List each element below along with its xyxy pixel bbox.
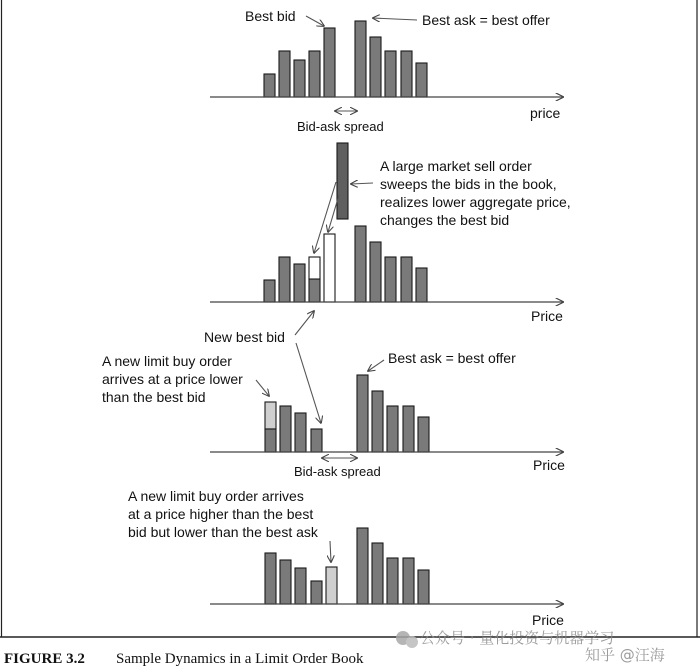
bar	[295, 568, 306, 604]
note-line: sweeps the bids in the book,	[380, 176, 557, 192]
bar	[355, 21, 366, 97]
watermark-text: 公众号 · 量化投资与机器学习	[420, 629, 615, 647]
panel-2	[210, 143, 575, 324]
bar	[294, 264, 305, 302]
note-line: realizes lower aggregate price,	[380, 194, 571, 210]
market-sell-note	[380, 158, 575, 228]
note-arrow	[330, 541, 331, 562]
market-sell-order-bar	[337, 143, 348, 219]
bar	[372, 543, 383, 604]
bar	[295, 413, 306, 452]
lower-limit-buy-note	[102, 353, 247, 405]
best-bid-arrow	[306, 16, 324, 26]
bar	[387, 558, 398, 604]
bar	[418, 417, 429, 452]
watermark	[396, 629, 665, 664]
bar	[385, 51, 396, 97]
watermark-text: 知乎 @汪海	[585, 646, 665, 664]
bar	[311, 581, 322, 604]
note-line: A large market sell order	[380, 158, 532, 174]
bar	[387, 406, 398, 452]
new-best-bid-label: New best bid	[204, 329, 285, 345]
new-best-bid-arrow-down	[296, 343, 321, 423]
bar	[264, 74, 275, 97]
bar	[403, 406, 414, 452]
best-ask-label: Best ask = best offer	[388, 350, 516, 366]
note-arrow	[256, 380, 269, 396]
bar	[264, 280, 275, 302]
bar	[416, 63, 427, 97]
bar	[279, 51, 290, 97]
bar	[294, 60, 305, 97]
note-line: A new limit buy order arrives	[128, 488, 304, 504]
bar	[309, 51, 320, 97]
bar	[355, 226, 366, 302]
bar	[279, 257, 290, 302]
bar	[309, 279, 320, 302]
bar	[401, 51, 412, 97]
figure-title: Sample Dynamics in a Limit Order Book	[116, 651, 364, 667]
bar	[372, 391, 383, 452]
panel-1	[210, 8, 563, 134]
swept-bar	[309, 257, 320, 279]
bar	[416, 268, 427, 302]
note-line: changes the best bid	[380, 212, 510, 228]
bar	[280, 560, 291, 604]
new-best-bid-arrow-up	[295, 311, 314, 335]
note-arrow	[351, 183, 373, 184]
axis-label: Price	[532, 612, 564, 628]
note-line: bid but lower than the best ask	[128, 524, 318, 540]
bar	[311, 429, 322, 452]
spread-label: Bid-ask spread	[297, 119, 384, 134]
bar	[280, 406, 291, 452]
note-line: arrives at a price lower	[102, 371, 243, 387]
axis-label: Price	[533, 457, 565, 473]
note-line: at a price higher than the best	[128, 506, 314, 522]
higher-limit-buy-note	[128, 488, 319, 540]
panel-4	[128, 488, 564, 628]
axis-label: Price	[531, 308, 563, 324]
best-ask-label: Best ask = best offer	[422, 12, 550, 28]
new-limit-buy-bar	[326, 567, 337, 604]
bar	[357, 375, 368, 452]
bar	[265, 429, 276, 452]
note-line: A new limit buy order	[102, 353, 232, 369]
caption	[4, 651, 364, 667]
panel-3	[102, 311, 565, 479]
bar	[403, 558, 414, 604]
swept-bar	[324, 234, 335, 302]
best-ask-arrow	[373, 18, 417, 20]
figure-number: FIGURE 3.2	[4, 651, 85, 667]
spread-label: Bid-ask spread	[294, 464, 381, 479]
bar	[418, 570, 429, 604]
note-line: than the best bid	[102, 389, 206, 405]
bar	[385, 257, 396, 302]
wechat-icon	[406, 636, 418, 648]
bar	[324, 28, 335, 97]
best-ask-arrow	[368, 360, 384, 371]
bar	[357, 528, 368, 604]
bar	[265, 553, 276, 604]
axis-label: price	[530, 105, 561, 121]
best-bid-label: Best bid	[245, 8, 296, 24]
bar	[370, 37, 381, 97]
new-limit-buy-bar	[265, 402, 276, 429]
bar	[370, 242, 381, 302]
bar	[401, 257, 412, 302]
